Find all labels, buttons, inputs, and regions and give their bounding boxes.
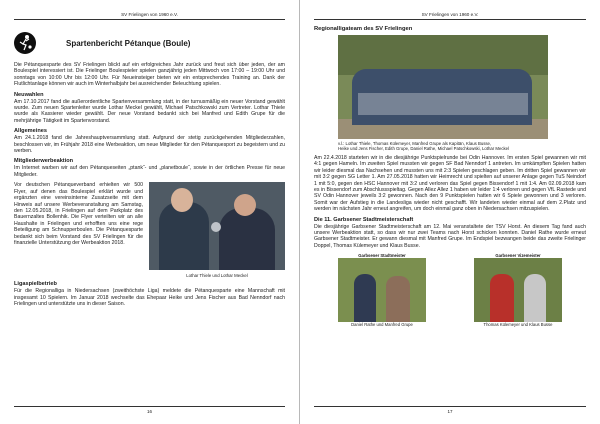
section-text-liga: Für die Regionalliga in Niedersachsen (zweithöchste Liga) meldete die Pétanquesparte eine Mannschaft mit insgesamt 10 Spielern. Im Januar 2018 wechselte das Ehepaar Heike und Jens Fischer aus Bad Nenndorf nach Frielingen und unterstützte uns in dieser Saison. <box>14 288 285 308</box>
season-paragraph: Am 22.4.2018 starteten wir in die diesjährige Punktspielrunde bei Odin Hannover. Im ersten Spiel gewannen wir mit 4:1 gegen Hameln. Im zweiten Spiel mussten wir gegen SF Bad Nenndorf 1 antreten. Im umkämpften Spielen hatten wir leider diesmal das Nachsehen und mussten uns mit 2:3 Spielen geschlagen geben. Im dritten Spiel gewannen wir mit 3:2 gegen SG Letter 1. Am 27.05.2018 hatten wir Heimrecht und spielten auf unserer Anlage gegen TuS Neindorf 1 mit 5:0, gegen den HSC Hannover mit 3:2 und verloren das Spiel gegen Bissendorf 1 mit 1:4. Am 02.09.2018 kam es in Bissendorf zum Abschlussspieltag. Gegen Allez Allez 1 haben wir leider 1:4 verloren und gegen VfL Rastede und SV Odin Hannover jeweils 3:2 gewonnen. Nach den 9 Punktspielen hatten wir 6 Spiele gewonnen und 3 verloren. Somit war der Aufstieg in die Landesliga wieder nicht geschafft. Wir landeten wieder einmal auf dem 2.Platz und werden im nächsten Jahr erneut angreifen, um doch einmal ganz oben in Niedersachsen mitzuspielen. <box>314 155 586 213</box>
section-title-liga: Ligaspielbetrieb <box>14 281 57 288</box>
title-row <box>14 30 285 56</box>
team-photo <box>338 35 548 139</box>
right-page <box>300 0 600 424</box>
champions-caption: Daniel Rathe und Manfred Grupe <box>351 322 413 328</box>
right-header-rule <box>314 19 586 20</box>
champions-block <box>338 253 426 327</box>
vice-caption: Thomas Külemeyer und Klaus Busse <box>483 322 553 328</box>
stadtmeister-title: Die 11. Garbsener Stadtmeisterschaft <box>314 216 414 223</box>
section-text-werbeaktion-1: Im Internet warben wir auf den Pétanqueseiten „ptank“- und „planetboule“, sowie in der örtlichen Presse für neue Mitglieder. <box>14 165 285 178</box>
right-page-number: 17 <box>447 409 453 414</box>
section-text-neuwahlen: Am 17.10.2017 fand die außerordentliche Spartenversammlung statt, in der turnusmäßig ein neuer Vorstand gewählt wurde. Zum neuen Spartenleiter wurde Lothar Meckel gewählt, Michael Patschkowski zum Vertreter. Lothar Thiele wurde als Kassierer wieder gewählt. Der neue Vorstand bedankt sich bei Manfred und Edith Grupe für die mehrjährige Tätigkeit im Spartenvorstand. <box>14 98 285 124</box>
right-footer <box>314 406 586 414</box>
section-text-werbeaktion-2: Vor deutschen Pétanqueverband erhielten wir 500 Flyer, auf denen das Boulespiel erklärt wurde und ergänzten eine vereinsinterne Zusatzseite mit dem Hinweis auf unsere Werbeveranstaltung am Samstag, den 12.05.2018, in Frielingen auf dem Parkplatz des Bauernzaltes Bollenhik. Die Flyer verteilten wir an alle Haushalte in Frielingen und erhofften uns eine rege Beteiligung am Schnupperboulen. Die Pétanquesparte bedankt sich beim Vorstand des SV Frielingen für die finanzielle Unterstützung der Werbeaktion 2018. <box>14 182 143 246</box>
left-page-number: 16 <box>146 409 152 414</box>
section-title-allgemeines: Allgemeines <box>14 128 47 135</box>
section-title-werbeaktion: Mitgliederwerbeaktion <box>14 158 74 165</box>
page-title: Spartenbericht Pétanque (Boule) <box>66 38 191 48</box>
vice-title: Garbsener Vizemeister <box>495 253 541 259</box>
werbeaktion-columns <box>14 182 285 278</box>
vice-photo <box>474 258 562 322</box>
team-title: Regionalligateam des SV Frielingen <box>314 26 413 32</box>
vice-block <box>474 253 562 327</box>
left-footer <box>14 406 285 414</box>
intro-paragraph: Die Pétanquesparte des SV Frielingen blickt auf ein erfolgreiches Jahr zurück und freut sich über jeden, der am Boulespiel interessiert ist. Die Frielinger Boulespieler spielen ganzjährig jeden Mittwoch von 17:00 – 19:00 Uhr und sonntags von 10:00 Uhr bis 12:00 Uhr. Für Neueinsteiger bieten wir ein entsprechendes Training an. Dank der Flutlichtanlage können wir auch im Winterhalbjahr bei ausreichender Beleuchtung spielen. <box>14 62 285 88</box>
champions-title: Garbsener Stadtmeister <box>358 253 406 259</box>
photo-block <box>149 182 285 278</box>
team-caption-line2: Heike und Jens Fischer, Edith Grupe, Daniel Rathe, Michael Patschkowski, Lothar Meckel <box>338 146 510 151</box>
left-running-header: SV Frielingen von 1960 e.V. <box>121 12 178 17</box>
left-header-rule <box>14 19 285 20</box>
two-men-photo <box>149 182 285 270</box>
section-text-allgemeines: Am 24.1.2018 fand die Jahreshauptversammlung statt. Aufgrund der stetig zurückgehenden Mitgliederzahlen, beschlossen wir, im Frühjahr 2018 eine Werbeaktion, um neue Mitglieder für den Pétanquesport zu begeistern und zu werben. <box>14 135 285 155</box>
team-caption-line1: v.l.: Lothar Thiele, Thomas Külemeyer, Manfred Grupe als Kapitän, Klaus Busse, <box>338 141 492 146</box>
winners-photos <box>314 253 586 327</box>
champions-photo <box>338 258 426 322</box>
photo-caption: Lothar Thiele und Lothar Meckel <box>186 273 248 279</box>
stadtmeister-text: Die diesjährige Garbsener Stadtmeisterschaft am 12. Mai veranstaltete der TSV Horst. An diesem Tag fand auch unsere Werbeaktion statt, so dass wir nur zwei Teams nach Horst schicken konnten. Daniel Rathe wurde erneut Garbsener Stadtmeister. Er gewann diesmal mit Manfred Grupe. Im Endspiel bezwangen beide das zweite Frielinger Doppel, Thomas Külemeyer und Klaus Busse. <box>314 223 586 249</box>
petanque-logo-icon <box>14 32 36 54</box>
right-running-header: SV Frielingen von 1960 e.V. <box>421 12 479 17</box>
section-title-neuwahlen: Neuwahlen <box>14 91 44 98</box>
